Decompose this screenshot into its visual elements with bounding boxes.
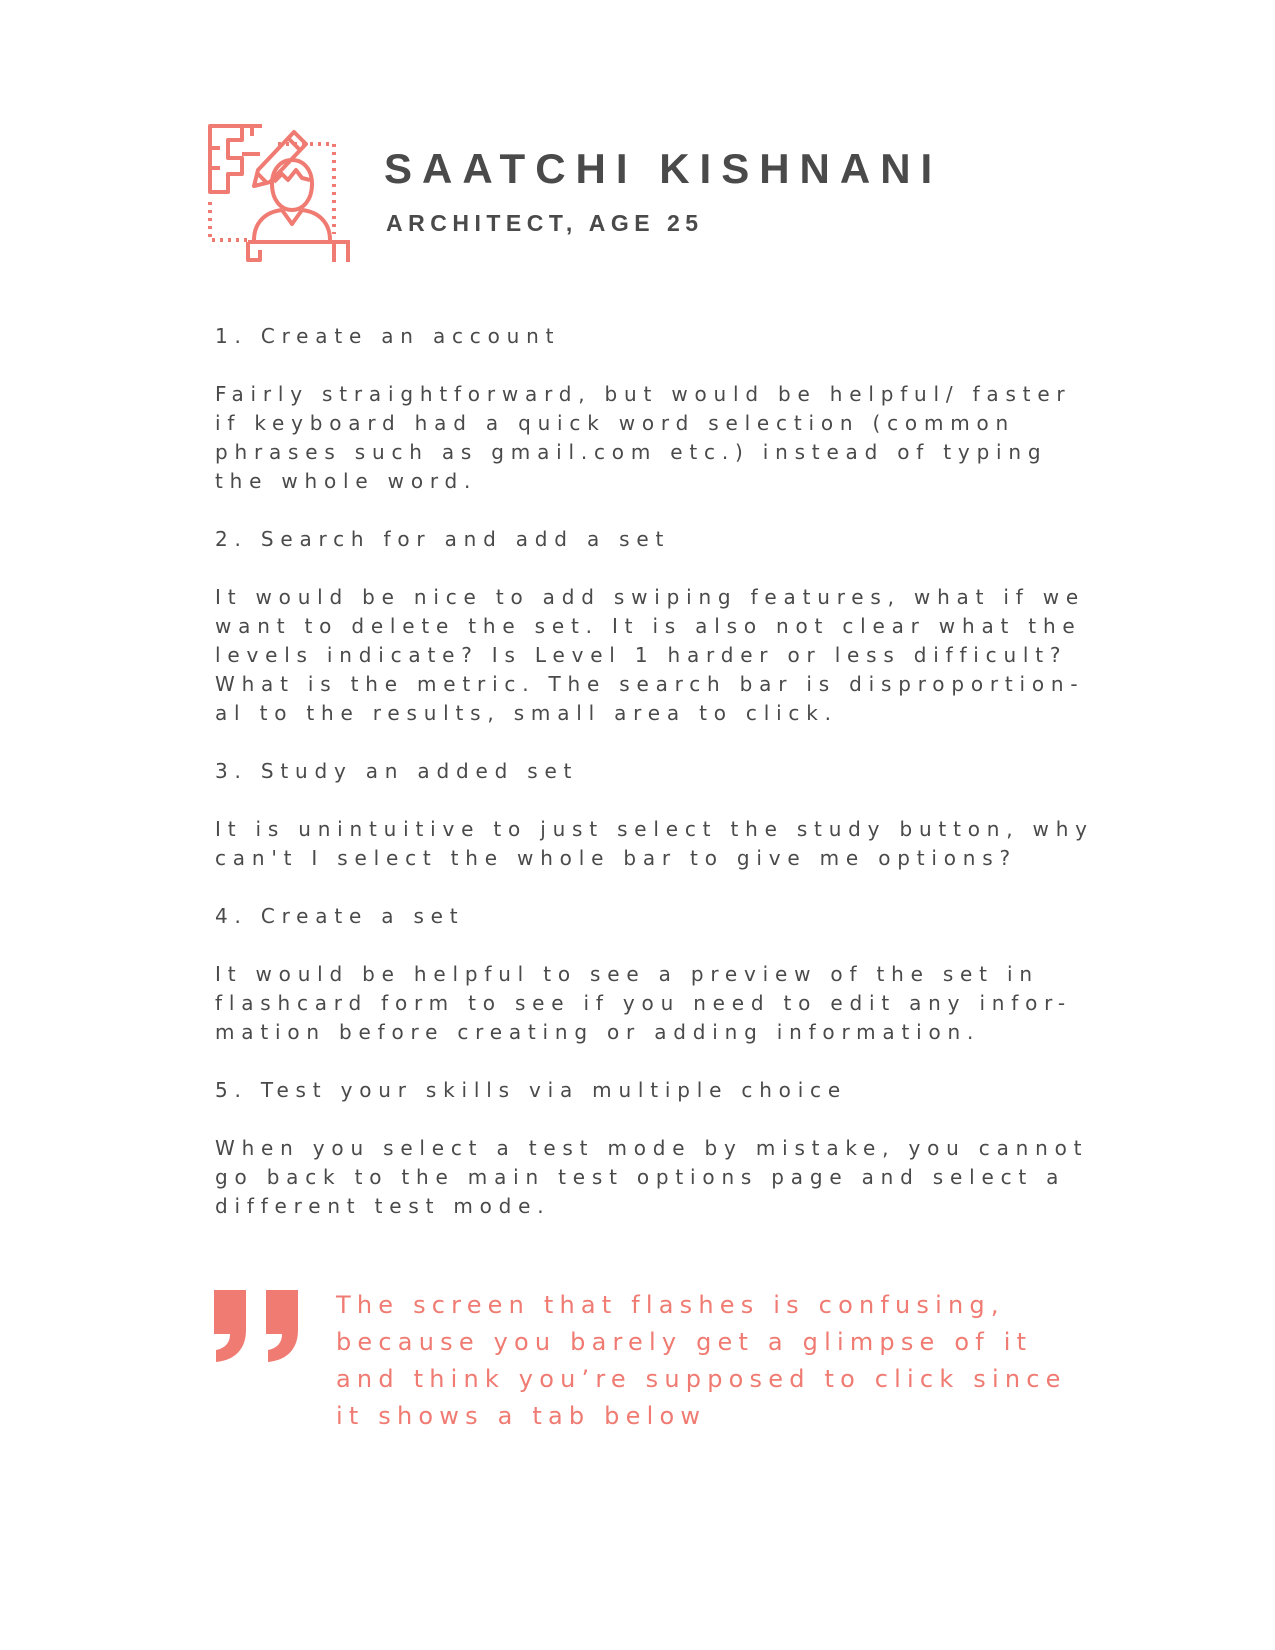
task-feedback: It would be helpful to see a preview of the set in flashcard form to see if you need to edit any infor- mation before creating or adding information. — [215, 962, 1072, 1044]
task-feedback: It would be nice to add swiping features, what if we want to delete the set. It is also not clear what the levels indicate? Is Level 1 harder or less difficult? What is the metric. The search bar is disproportion- al to the results, small area to click. — [215, 585, 1086, 725]
architect-drawing-icon — [208, 124, 350, 264]
task-feedback: It is unintuitive to just select the study button, why can't I select the whole bar to give me options? — [215, 817, 1094, 870]
task-feedback: Fairly straightforward, but would be helpful/ faster if keyboard had a quick word selection (common phrases such as gmail.com etc.) instead of typing the whole word. — [215, 382, 1072, 493]
persona-header — [208, 124, 1008, 264]
task-title: 5. Test your skills via multiple choice — [215, 1078, 847, 1102]
task-title: 2. Search for and add a set — [215, 527, 671, 551]
persona-subtitle: ARCHITECT, AGE 25 — [386, 210, 704, 236]
task-title: 4. Create a set — [215, 904, 465, 928]
quote-text: The screen that flashes is confusing, because you barely get a glimpse of it and think you’re supposed to click since it shows a tab below — [336, 1291, 1067, 1430]
task-list — [215, 322, 1094, 1250]
pull-quote — [214, 1287, 1067, 1447]
quote-marks-icon — [214, 1290, 300, 1362]
task-title: 3. Study an added set — [215, 759, 579, 783]
task-feedback: When you select a test mode by mistake, you cannot go back to the main test options page and select a different test mode. — [215, 1136, 1089, 1218]
persona-name: SAATCHI KISHNANI — [384, 145, 943, 192]
task-title: 1. Create an account — [215, 324, 561, 348]
